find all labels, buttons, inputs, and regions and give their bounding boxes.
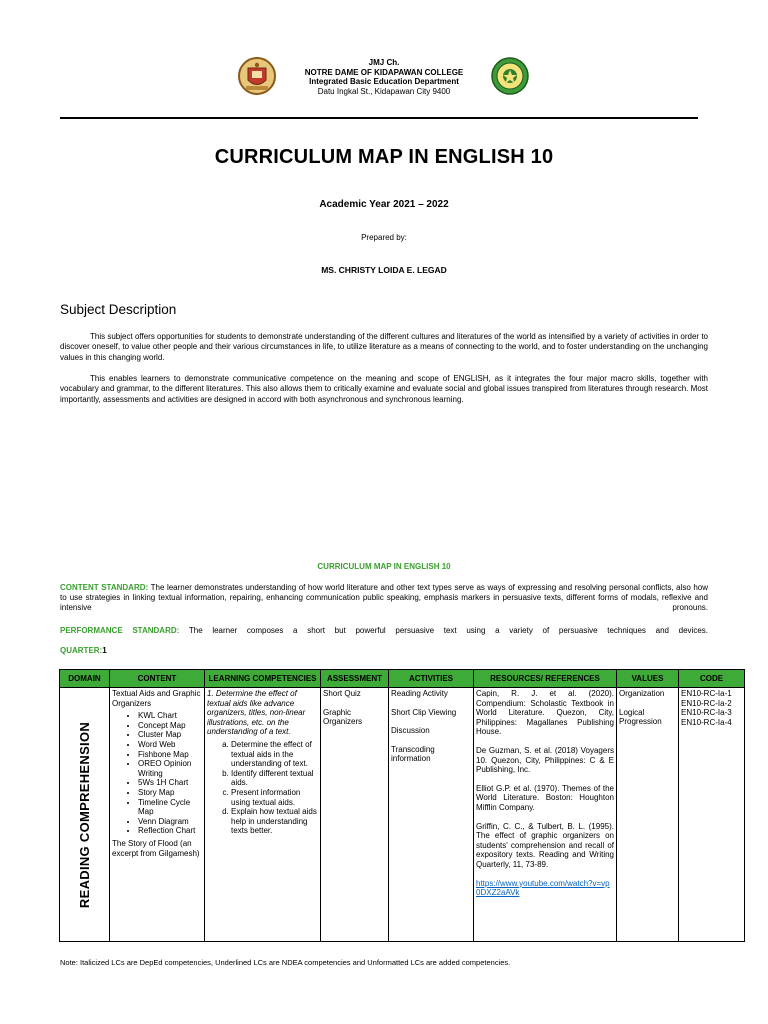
values-cell xyxy=(617,688,679,942)
assessment-item: Graphic Organizers xyxy=(323,707,363,727)
header-values: VALUES xyxy=(617,670,679,688)
graphic-organizer-list xyxy=(112,711,202,836)
domain-cell xyxy=(60,688,110,942)
author-name: MS. CHRISTY LOIDA E. LEGAD xyxy=(321,265,447,275)
resource-item: Griffin, C. C., & Tulbert, B. L. (1995). The effect of graphic organizers on students' comprehension and recall of expository texts. Reading and Writing Quarterly, 11, 73-89. xyxy=(476,821,614,869)
activity-item: Reading Activity xyxy=(391,689,448,698)
activity-item: Short Clip Viewing xyxy=(391,707,457,717)
competency-main: 1. Determine the effect of textual aids like advance organizers, titles, non-linear illustrations, etc. on the understanding of a text. xyxy=(207,689,306,737)
letterhead xyxy=(0,56,768,106)
quarter-label: QUARTER: xyxy=(60,646,103,655)
activity-item: Discussion xyxy=(391,726,430,736)
youtube-resource-link[interactable]: https://www.youtube.com/watch?v=vp0DXZ2aAVk xyxy=(476,878,610,898)
footnote: Note: Italicized LCs are DepEd competencies, Underlined LCs are NDEA competencies and Unformatted LCs are added competencies. xyxy=(60,958,511,967)
header-resources: RESOURCES/ REFERENCES xyxy=(474,670,617,688)
school-info xyxy=(270,58,498,96)
performance-standard-text: The learner composes a short but powerful persuasive text using a variety of persuasive techniques and devices. xyxy=(188,626,708,635)
list-item: • Venn Diagram xyxy=(138,817,202,827)
college-name: NOTRE DAME OF KIDAPAWAN COLLEGE xyxy=(304,67,464,77)
header-code: CODE xyxy=(679,670,745,688)
resource-item: Elliot G.P. et al. (1970). Themes of the World Literature. Boston: Houghton Mifflin Company. xyxy=(476,783,614,812)
list-item: • Fishbone Map xyxy=(138,750,202,760)
list-item: b. Identify different textual aids. xyxy=(231,769,318,788)
header-line-jmj: JMJ Ch. xyxy=(368,58,400,67)
value-item: Organization xyxy=(619,689,665,698)
assessment-cell xyxy=(321,688,389,942)
activity-item: Transcoding information xyxy=(391,744,435,764)
activities-cell xyxy=(389,688,474,942)
resources-cell xyxy=(474,688,617,942)
list-item: • OREO Opinion Writing xyxy=(138,759,202,778)
competency-list xyxy=(207,740,318,836)
list-item: d. Explain how textual aids help in understanding texts better. xyxy=(231,807,318,836)
content-standard-label: CONTENT STANDARD: xyxy=(60,583,149,592)
value-item: Logical Progression xyxy=(619,707,662,727)
academic-year: Academic Year 2021 – 2022 xyxy=(319,199,449,210)
resource-item: De Guzman, S. et al. (2018) Voyagers 10. Quezon, City, Philippines: C & E Publishing, Inc. xyxy=(476,745,614,775)
domain-label: READING COMPREHENSION xyxy=(76,721,92,908)
content-standard-text: The learner demonstrates understanding of how world literature and other text types serve as ways of expressing and resolving personal conflicts, also how to use strategies in linking textual information, repairing, enhancing communication public speaking, emphasis markers in persuasive texts, different forms of modals, reflexive and intensive pronouns. xyxy=(60,583,709,613)
header-assessment: ASSESSMENT xyxy=(321,670,389,688)
content-standard xyxy=(60,583,708,614)
list-item: • 5Ws 1H Chart xyxy=(138,778,202,788)
header-activities: ACTIVITIES xyxy=(389,670,474,688)
list-item: • Story Map xyxy=(138,788,202,798)
list-item: • Timeline Cycle Map xyxy=(138,798,202,817)
list-item: • Word Web xyxy=(138,740,202,750)
content-cell xyxy=(110,688,205,942)
code-item: EN10-RC-Ia-1 xyxy=(681,689,732,698)
subject-description-heading: Subject Description xyxy=(60,302,177,317)
header-domain: DOMAIN xyxy=(60,670,110,688)
curriculum-map-heading: CURRICULUM MAP IN ENGLISH 10 xyxy=(317,562,451,571)
code-item: EN10-RC-Ia-4 xyxy=(681,717,732,727)
code-item: EN10-RC-Ia-2 xyxy=(681,698,732,708)
content-story: The Story of Flood (an excerpt from Gilgamesh) xyxy=(112,838,200,858)
list-item: a. Determine the effect of textual aids in the understanding of text. xyxy=(231,740,318,769)
content-intro: Textual Aids and Graphic Organizers xyxy=(112,689,201,708)
resource-item: Capin, R. J. et al. (2020). Compendium: Scholastic Textbook in World Literature. Quezon, City, Philippines: Magallanes Publishing House. xyxy=(476,689,614,737)
competencies-cell xyxy=(205,688,321,942)
curriculum-map-table xyxy=(59,669,745,942)
list-item: • Concept Map xyxy=(138,721,202,731)
quarter-value: 1 xyxy=(102,646,107,655)
subject-paragraph-1: This subject offers opportunities for students to demonstrate understanding of the different cultures and literatures of the world as intensified by a variety of activities in order to discover oneself, to value other people and their various circumstances in life, to utilize literature as a means of connecting to the world, and to foster understanding on the unchanging values in this changing world. xyxy=(60,332,708,362)
school-address: Datu Ingkal St., Kidapawan City 9400 xyxy=(317,86,451,96)
assessment-item: Short Quiz xyxy=(323,689,361,698)
list-item: • KWL Chart xyxy=(138,711,202,721)
table-row xyxy=(60,688,745,942)
prepared-by-label: Prepared by: xyxy=(361,233,407,242)
department-name: Integrated Basic Education Department xyxy=(309,77,459,86)
header-learning-competencies: LEARNING COMPETENCIES xyxy=(205,670,321,688)
performance-standard xyxy=(60,626,708,636)
performance-standard-label: PERFORMANCE STANDARD: xyxy=(60,626,180,635)
header-content: CONTENT xyxy=(110,670,205,688)
subject-paragraph-2: This enables learners to demonstrate communicative competence on the meaning and scope of ENGLISH, as it integrates the four major macro skills, together with vocabulary and grammar, to the different literatures. This also allows them to critically examine and evaluate social and global issues transpired from literatures through research. Most importantly, assessments and activities are designed in accord with both asynchronous and synchronous learning. xyxy=(60,374,708,404)
quarter xyxy=(60,646,107,655)
document-title: CURRICULUM MAP IN ENGLISH 10 xyxy=(214,146,554,168)
header-divider xyxy=(60,117,698,119)
list-item: c. Present information using textual aids. xyxy=(231,788,318,807)
list-item: • Cluster Map xyxy=(138,730,202,740)
list-item: • Reflection Chart xyxy=(138,826,202,836)
code-cell xyxy=(679,688,745,942)
college-seal-icon xyxy=(490,56,530,96)
table-header-row xyxy=(60,670,745,688)
code-item: EN10-RC-Ia-3 xyxy=(681,708,732,718)
